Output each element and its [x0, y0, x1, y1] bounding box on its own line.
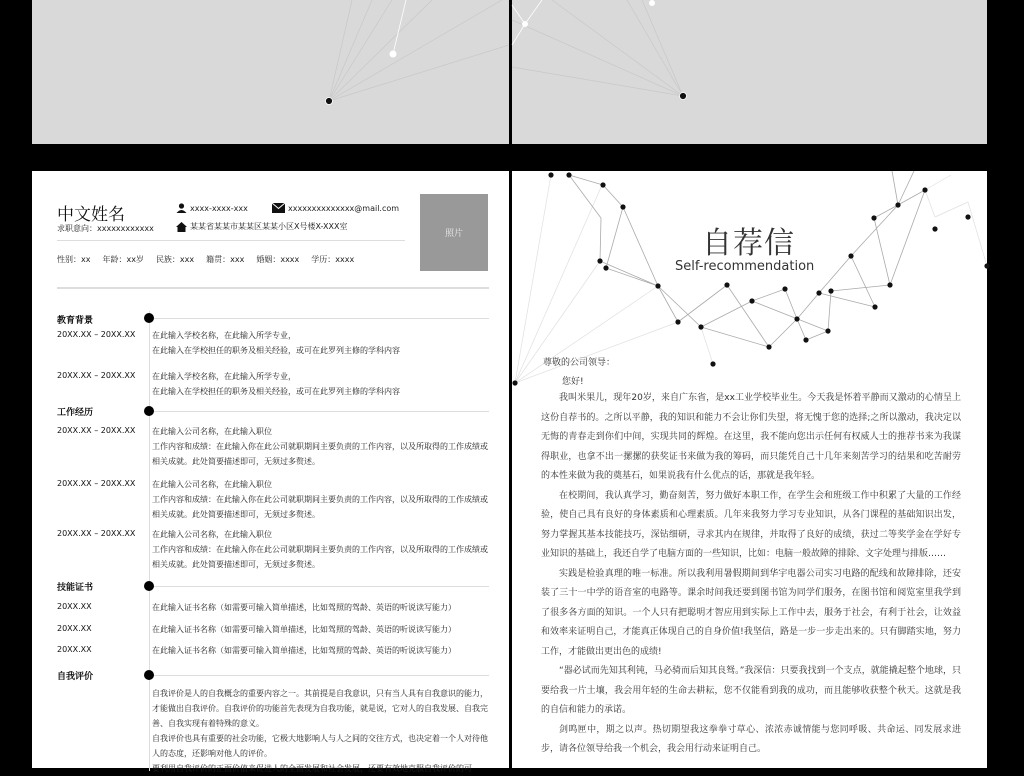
entry-line: 在此输入学校名称，在此输入所学专业，	[152, 331, 296, 340]
entry-line: 工作内容和成绩：在此输入你在此公司就职期间主要负责的工作内容，以及所取得的工作成绩或相关成就。此处简要描述即可，无须过多赘述。	[152, 442, 488, 466]
section-title-education: 教育背景	[57, 316, 94, 326]
timeline-dot	[144, 581, 154, 591]
work-entry	[152, 527, 492, 572]
photo-placeholder: 照片	[420, 194, 488, 271]
education-level: 学历：xxxx	[311, 255, 355, 264]
ethnicity: 民族：xxx	[155, 255, 195, 264]
skill-entry: 在此输入证书名称（如需要可输入简单描述，比如驾照的驾龄、英语的听说读写能力）	[152, 646, 456, 655]
network-decoration	[32, 0, 509, 144]
section-rule	[154, 411, 489, 412]
cover-letter-page	[512, 171, 987, 768]
work-entry	[152, 477, 492, 522]
paragraph: 剑鸣匣中，期之以声。热切期望我这拳拳寸草心、浓浓赤诚情能与您同呼吸、共命运、同发展求进步，请各位领导给我一个机会，我会用行动来证明自己。	[541, 724, 961, 754]
entry-date: 20XX.XX	[57, 602, 92, 611]
age: 年龄：xx岁	[102, 255, 144, 264]
education-entry	[152, 369, 492, 399]
preview-panel-left	[32, 0, 509, 144]
entry-line: 在此输入在学校担任的职务及相关经验，或可在此罗列主修的学科内容	[152, 346, 400, 355]
entry-line: 工作内容和成绩：在此输入你在此公司就职期间主要负责的工作内容，以及所取得的工作成绩或相关成就。此处简要描述即可，无须过多赘述。	[152, 495, 488, 519]
timeline-dot	[144, 406, 154, 416]
marital-status: 婚姻：xxxx	[256, 255, 300, 264]
skill-entry: 在此输入证书名称（如需要可输入简单描述，比如驾照的驾龄、英语的听说读写能力）	[152, 625, 456, 634]
skill-entry: 在此输入证书名称（如需要可输入简单描述，比如驾照的驾龄、英语的听说读写能力）	[152, 603, 456, 612]
section-divider	[57, 287, 489, 289]
entry-date: 20XX.XX	[57, 645, 92, 654]
native-place: 籍贯：xxx	[206, 255, 245, 264]
entry-line: 工作内容和成绩：在此输入你在此公司就职期间主要负责的工作内容，以及所取得的工作成绩或相关成就。此处简要描述即可，无须过多赘述。	[152, 545, 488, 569]
phone-contact	[176, 203, 248, 213]
paragraph: 自我评价是人的自我概念的重要内容之一。其前提是自我意识，只有当人具有自我意识的能力，才能做出自我评价。自我评价的功能首先表现为自我功能，就是说，它对人的自我发展、自我完善、自我实现有着特殊的意义。	[152, 689, 488, 728]
email-contact	[272, 203, 399, 213]
entry-date: 20XX.XX – 20XX.XX	[57, 426, 136, 435]
envelope-icon	[272, 203, 285, 213]
entry-line: 在此输入公司名称，在此输入职位	[152, 427, 272, 436]
salutation: 尊敬的公司领导：	[543, 358, 616, 368]
letter-body	[541, 389, 961, 760]
education-entry	[152, 328, 492, 358]
home-address: 某某省某某市某某区某某小区X号楼X-XXX室	[190, 222, 348, 231]
entry-date: 20XX.XX – 20XX.XX	[57, 529, 136, 538]
preview-panel-right	[512, 0, 987, 144]
section-title-work: 工作经历	[57, 408, 94, 418]
home-icon	[176, 222, 187, 232]
letter-subtitle: Self-recommendation	[675, 259, 815, 274]
timeline-dot	[144, 313, 154, 323]
section-rule	[154, 318, 489, 319]
section-rule	[154, 586, 489, 587]
network-decoration	[512, 0, 987, 144]
self-evaluation-text	[152, 686, 492, 776]
header-divider	[57, 240, 405, 241]
entry-line: 在此输入学校名称，在此输入所学专业，	[152, 372, 296, 381]
section-title-self-evaluation: 自我评价	[57, 672, 94, 682]
letter-title: 自荐信	[702, 226, 795, 261]
candidate-name: 中文姓名	[57, 205, 125, 225]
person-icon	[176, 203, 187, 213]
address-contact	[176, 221, 348, 232]
entry-line: 在此输入公司名称，在此输入职位	[152, 480, 272, 489]
resume-page	[32, 171, 509, 773]
basic-info	[57, 254, 354, 265]
paragraph: 我叫米果儿，现年20岁，来自广东省，是xx工业学校毕业生。今天我是怀着平静而又激动的心情呈上这份自荐书的。之所以平静，我的知识和能力不会让你们失望，将无愧于您的选择;之所以激动，我决定以无悔的青春走到你们中间，实现共同的辉煌。在这里，我不能向您出示任何有权威人士的推荐书来为我谋得职业，也拿不出一摞摞的获奖证书来做为我的筹码，而只能凭自己十几年来刻苦学习的结果和吃苦耐劳的本性来做为我的奠基石，如果说我有什么优点的话，那就是我年轻。	[541, 393, 961, 481]
email-address: xxxxxxxxxxxxxx@mail.com	[288, 203, 400, 213]
gender: 性别：xx	[57, 255, 91, 264]
work-entry	[152, 424, 492, 469]
entry-date: 20XX.XX – 20XX.XX	[57, 371, 136, 380]
entry-date: 20XX.XX – 20XX.XX	[57, 330, 136, 339]
paragraph: 自我评价也具有重要的社会功能，它极大地影响人与人之间的交往方式，也决定着一个人对待他人的态度，还影响对他人的评价。	[152, 734, 488, 758]
paragraph: 要利用自我评价的正面价值来促进人的全面发展和社会发展，还要有效地克服自我评价的可	[152, 764, 472, 773]
section-rule	[154, 675, 489, 676]
entry-date: 20XX.XX – 20XX.XX	[57, 479, 136, 488]
paragraph: 在校期间，我认真学习，勤奋刻苦，努力做好本职工作，在学生会和班级工作中积累了大量的工作经验，使自己具有良好的身体素质和心理素质。几年来我努力学习专业知识，从各门课程的基础知识出发，努力掌握其基本技能技巧，深钻细研，寻求其内在规律，并取得了良好的成绩，获过二等奖学金在学好专业知识的基础上，我还自学了电脑方面的一些知识，比如：电脑一般故障的排除、文字处理与排版……	[541, 490, 961, 559]
phone-number: xxxx-xxxx-xxx	[190, 203, 248, 213]
entry-line: 在此输入在学校担任的职务及相关经验，或可在此罗列主修的学科内容	[152, 387, 400, 396]
paragraph: “器必试而先知其利钝，马必骑而后知其良驽。”我深信：只要我找到一个支点，就能撬起整个地球，只要给我一片土壤，我会用年轻的生命去耕耘，您不仅能看到我的成功，而且能够收获整个秋天。这就是我的自信和能力的承诺。	[541, 666, 961, 715]
entry-line: 在此输入公司名称，在此输入职位	[152, 530, 272, 539]
section-title-skills: 技能证书	[57, 583, 94, 593]
paragraph: 实践是检验真理的唯一标准。所以我利用暑假期间到华宇电器公司实习电路的配线和故障排除，还安装了三十一中学的语音室的电路等。课余时间我还要到图书馆为同学们服务，在图书馆和阅览室里我学到了很多各方面的知识。一个人只有把聪明才智应用到实际上工作中去，服务于社会，有利于社会，让效益和效率来证明自己，才能真正体现自己的自身价值!我坚信，路是一步一步走出来的。只有脚踏实地，努力工作，才能做出更出色的成绩!	[541, 568, 961, 657]
timeline-dot	[144, 670, 154, 680]
timeline-line	[149, 311, 150, 771]
entry-date: 20XX.XX	[57, 624, 92, 633]
job-intent: 求职意向：xxxxxxxxxxxx	[57, 224, 154, 233]
greeting: 您好!	[562, 377, 584, 387]
